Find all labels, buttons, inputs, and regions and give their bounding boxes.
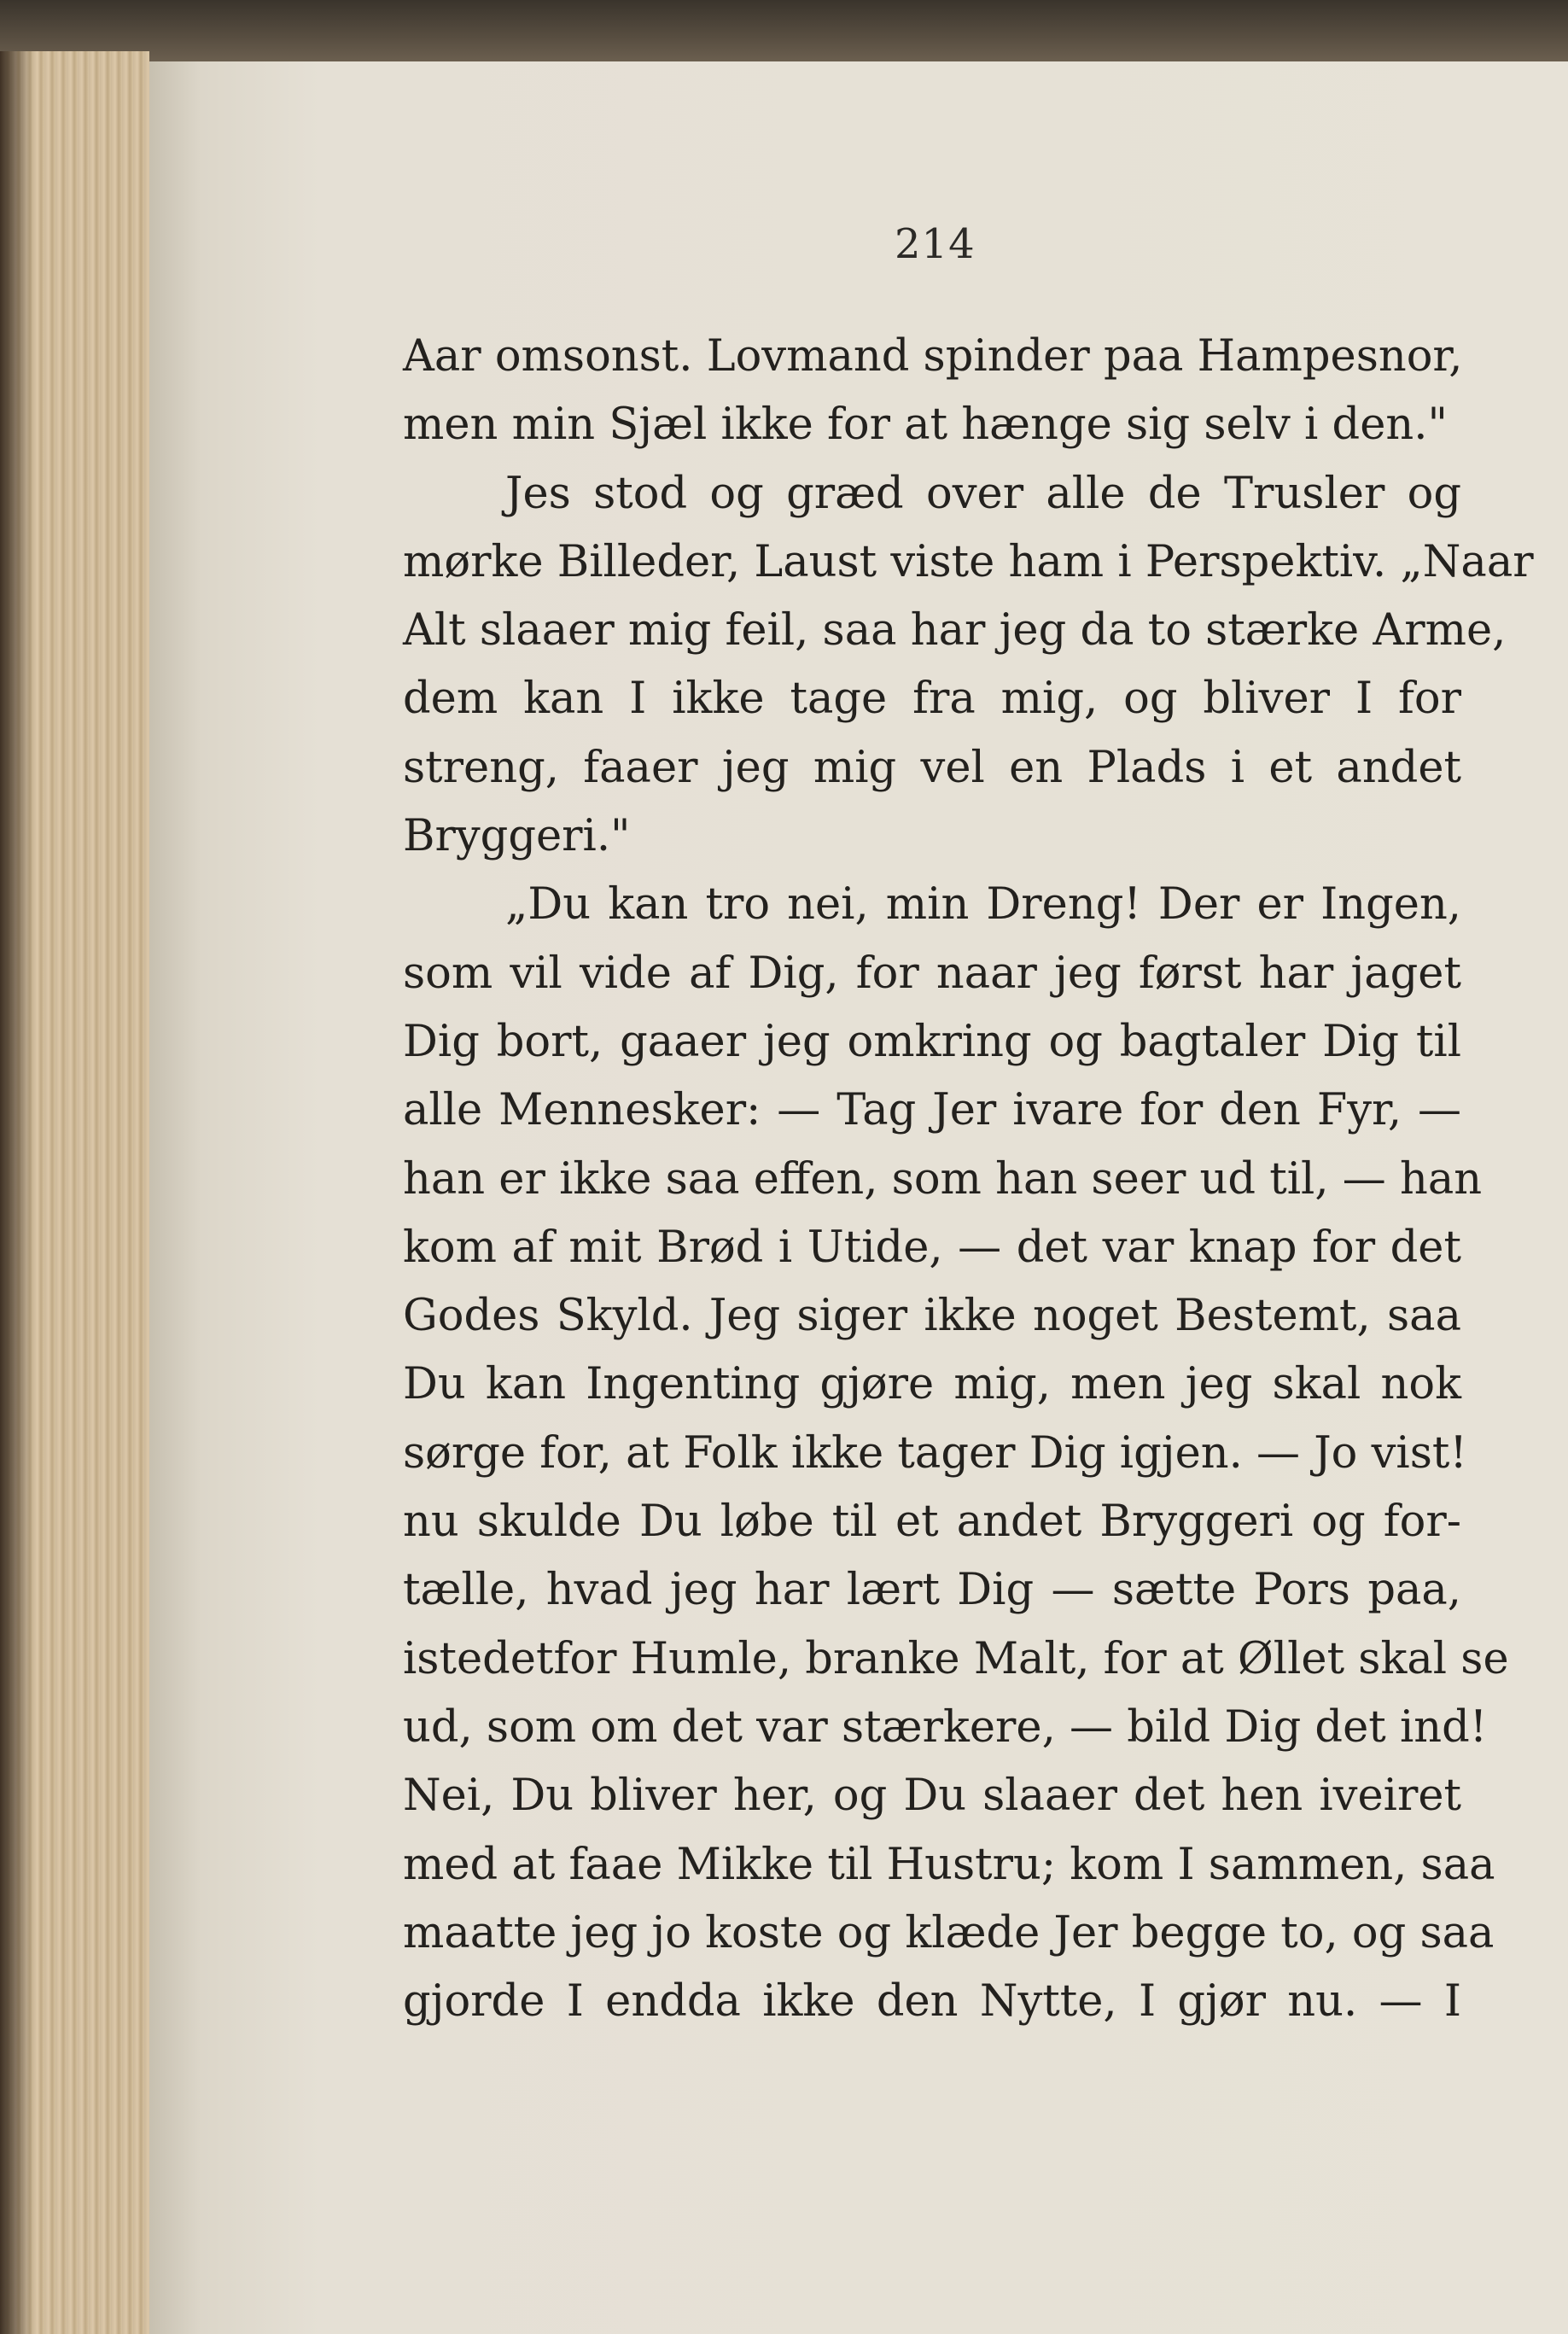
- text-line: Godes Skyld. Jeg siger ikke noget Bestemt, saa: [403, 1291, 1461, 1342]
- book-top-edge: [0, 0, 1568, 61]
- text-line: Bryggeri.": [403, 811, 631, 862]
- book-spine-shadow: [0, 51, 34, 2334]
- text-line: men min Sjæl ikke for at hænge sig selv i den.": [403, 400, 1448, 451]
- text-line: han er ikke saa effen, som han seer ud til, — han: [403, 1153, 1483, 1205]
- text-line: ud, som om det var stærkere, — bild Dig det ind!: [403, 1701, 1488, 1753]
- page-number: 214: [895, 220, 976, 268]
- body-text: [403, 323, 1534, 2036]
- text-line: gjorde I endda ikke den Nytte, I gjør nu. — I: [403, 1976, 1461, 2028]
- text-line: istedetfor Humle, branke Malt, for at Øllet skal se: [403, 1633, 1509, 1684]
- text-line: tælle, hvad jeg har lært Dig — sætte Pors paa,: [403, 1565, 1461, 1616]
- text-line: nu skulde Du løbe til et andet Bryggeri og for-: [403, 1497, 1461, 1548]
- text-line: Dig bort, gaaer jeg omkring og bagtaler Dig til: [403, 1016, 1461, 1067]
- text-line: med at faae Mikke til Hustru; kom I sammen, saa: [403, 1839, 1495, 1890]
- text-line: som vil vide af Dig, for naar jeg først har jaget: [403, 948, 1461, 999]
- text-line: maatte jeg jo koste og klæde Jer begge to, og saa: [403, 1907, 1495, 1958]
- text-line: Aar omsonst. Lovmand spinder paa Hampesnor,: [403, 331, 1463, 382]
- text-line: alle Mennesker: — Tag Jer ivare for den Fyr, —: [403, 1085, 1461, 1136]
- text-line: kom af mit Brød i Utide, — det var knap for det: [403, 1222, 1461, 1273]
- text-line: mørke Billeder, Laust viste ham i Perspektiv. „Naar: [403, 536, 1534, 587]
- text-line: Nei, Du bliver her, og Du slaaer det hen iveiret: [403, 1771, 1461, 1822]
- text-line: Du kan Ingenting gjøre mig, men jeg skal nok: [403, 1359, 1461, 1410]
- text-line: dem kan I ikke tage fra mig, og bliver I for: [403, 674, 1461, 725]
- text-line: Jes stod og græd over alle de Trusler og: [505, 468, 1461, 519]
- text-line: streng, faaer jeg mig vel en Plads i et andet: [403, 742, 1461, 793]
- text-line: Alt slaaer mig feil, saa har jeg da to stærke Arme,: [403, 605, 1507, 656]
- text-line: sørge for, at Folk ikke tager Dig igjen. — Jo vist!: [403, 1427, 1467, 1479]
- text-line: „Du kan tro nei, min Dreng! Der er Ingen,: [505, 879, 1461, 931]
